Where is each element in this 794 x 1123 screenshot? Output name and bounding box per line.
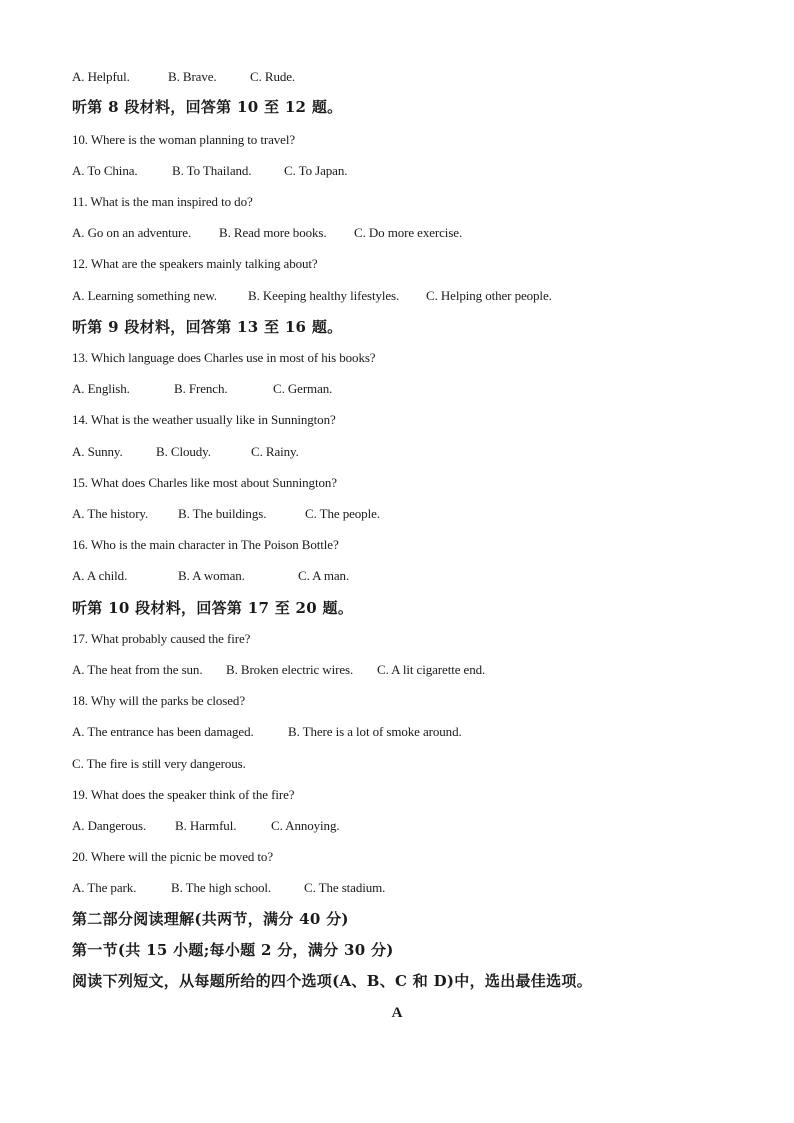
question-12: 12. What are the speakers mainly talking about? <box>72 256 318 271</box>
question-14: 14. What is the weather usually like in Sunnington? <box>72 412 336 427</box>
option-17c: C. A lit cigarette end. <box>377 662 486 677</box>
option-19b: B. Harmful. <box>175 818 237 833</box>
option-17a: A. The heat from the sun. <box>72 662 203 677</box>
option-20c: C. The stadium. <box>304 880 386 895</box>
question-18: 18. Why will the parks be closed? <box>72 693 246 708</box>
option-16c: C. A man. <box>298 568 350 583</box>
option-11a: A. Go on an adventure. <box>72 225 192 240</box>
reading-instruction: 阅读下列短文，从每题所给的四个选项(A、B、C 和 D)中，选出最佳选项。 <box>72 972 593 990</box>
option-12b: B. Keeping healthy lifestyles. <box>248 288 400 303</box>
option-14a: A. Sunny. <box>72 444 123 459</box>
part-2-heading: 第二部分阅读理解(共两节，满分 40 分) <box>72 910 349 928</box>
option-14c: C. Rainy. <box>251 444 299 459</box>
option-12c: C. Helping other people. <box>426 288 552 303</box>
option-20b: B. The high school. <box>171 880 272 895</box>
option-16b: B. A woman. <box>178 568 245 583</box>
option-17b: B. Broken electric wires. <box>226 662 354 677</box>
question-17: 17. What probably caused the fire? <box>72 631 251 646</box>
option-10c: C. To Japan. <box>284 163 348 178</box>
question-11: 11. What is the man inspired to do? <box>72 194 253 209</box>
option-15c: C. The people. <box>305 506 380 521</box>
option-12a: A. Learning something new. <box>72 288 217 303</box>
option-18c: C. The fire is still very dangerous. <box>72 756 246 771</box>
option-18a: A. The entrance has been damaged. <box>72 724 254 739</box>
section-8-heading: 听第 8 段材料，回答第 10 至 12 题。 <box>72 98 343 116</box>
option-14b: B. Cloudy. <box>156 444 211 459</box>
option-16a: A. A child. <box>72 568 128 583</box>
passage-label: A <box>391 1005 403 1021</box>
option-19c: C. Annoying. <box>271 818 340 833</box>
question-16: 16. Who is the main character in The Poison Bottle? <box>72 537 339 552</box>
option-9c: C. Rude. <box>250 69 296 84</box>
option-9b: B. Brave. <box>168 69 217 84</box>
question-13: 13. Which language does Charles use in most of his books? <box>72 350 376 365</box>
option-11b: B. Read more books. <box>219 225 327 240</box>
option-13a: A. English. <box>72 381 130 396</box>
option-10b: B. To Thailand. <box>172 163 252 178</box>
question-10: 10. Where is the woman planning to travel? <box>72 132 295 147</box>
option-11c: C. Do more exercise. <box>354 225 463 240</box>
option-20a: A. The park. <box>72 880 137 895</box>
option-18b: B. There is a lot of smoke around. <box>288 724 462 739</box>
question-19: 19. What does the speaker think of the fire? <box>72 787 295 802</box>
option-13c: C. German. <box>273 381 333 396</box>
section-10-heading: 听第 10 段材料，回答第 17 至 20 题。 <box>72 599 354 617</box>
question-20: 20. Where will the picnic be moved to? <box>72 849 274 864</box>
option-9a: A. Helpful. <box>72 69 130 84</box>
option-15b: B. The buildings. <box>178 506 267 521</box>
option-10a: A. To China. <box>72 163 138 178</box>
question-15: 15. What does Charles like most about Sunnington? <box>72 475 337 490</box>
section-9-heading: 听第 9 段材料，回答第 13 至 16 题。 <box>72 318 343 336</box>
option-13b: B. French. <box>174 381 228 396</box>
option-15a: A. The history. <box>72 506 149 521</box>
section-1-heading: 第一节(共 15 小题;每小题 2 分，满分 30 分) <box>72 941 394 959</box>
option-19a: A. Dangerous. <box>72 818 147 833</box>
